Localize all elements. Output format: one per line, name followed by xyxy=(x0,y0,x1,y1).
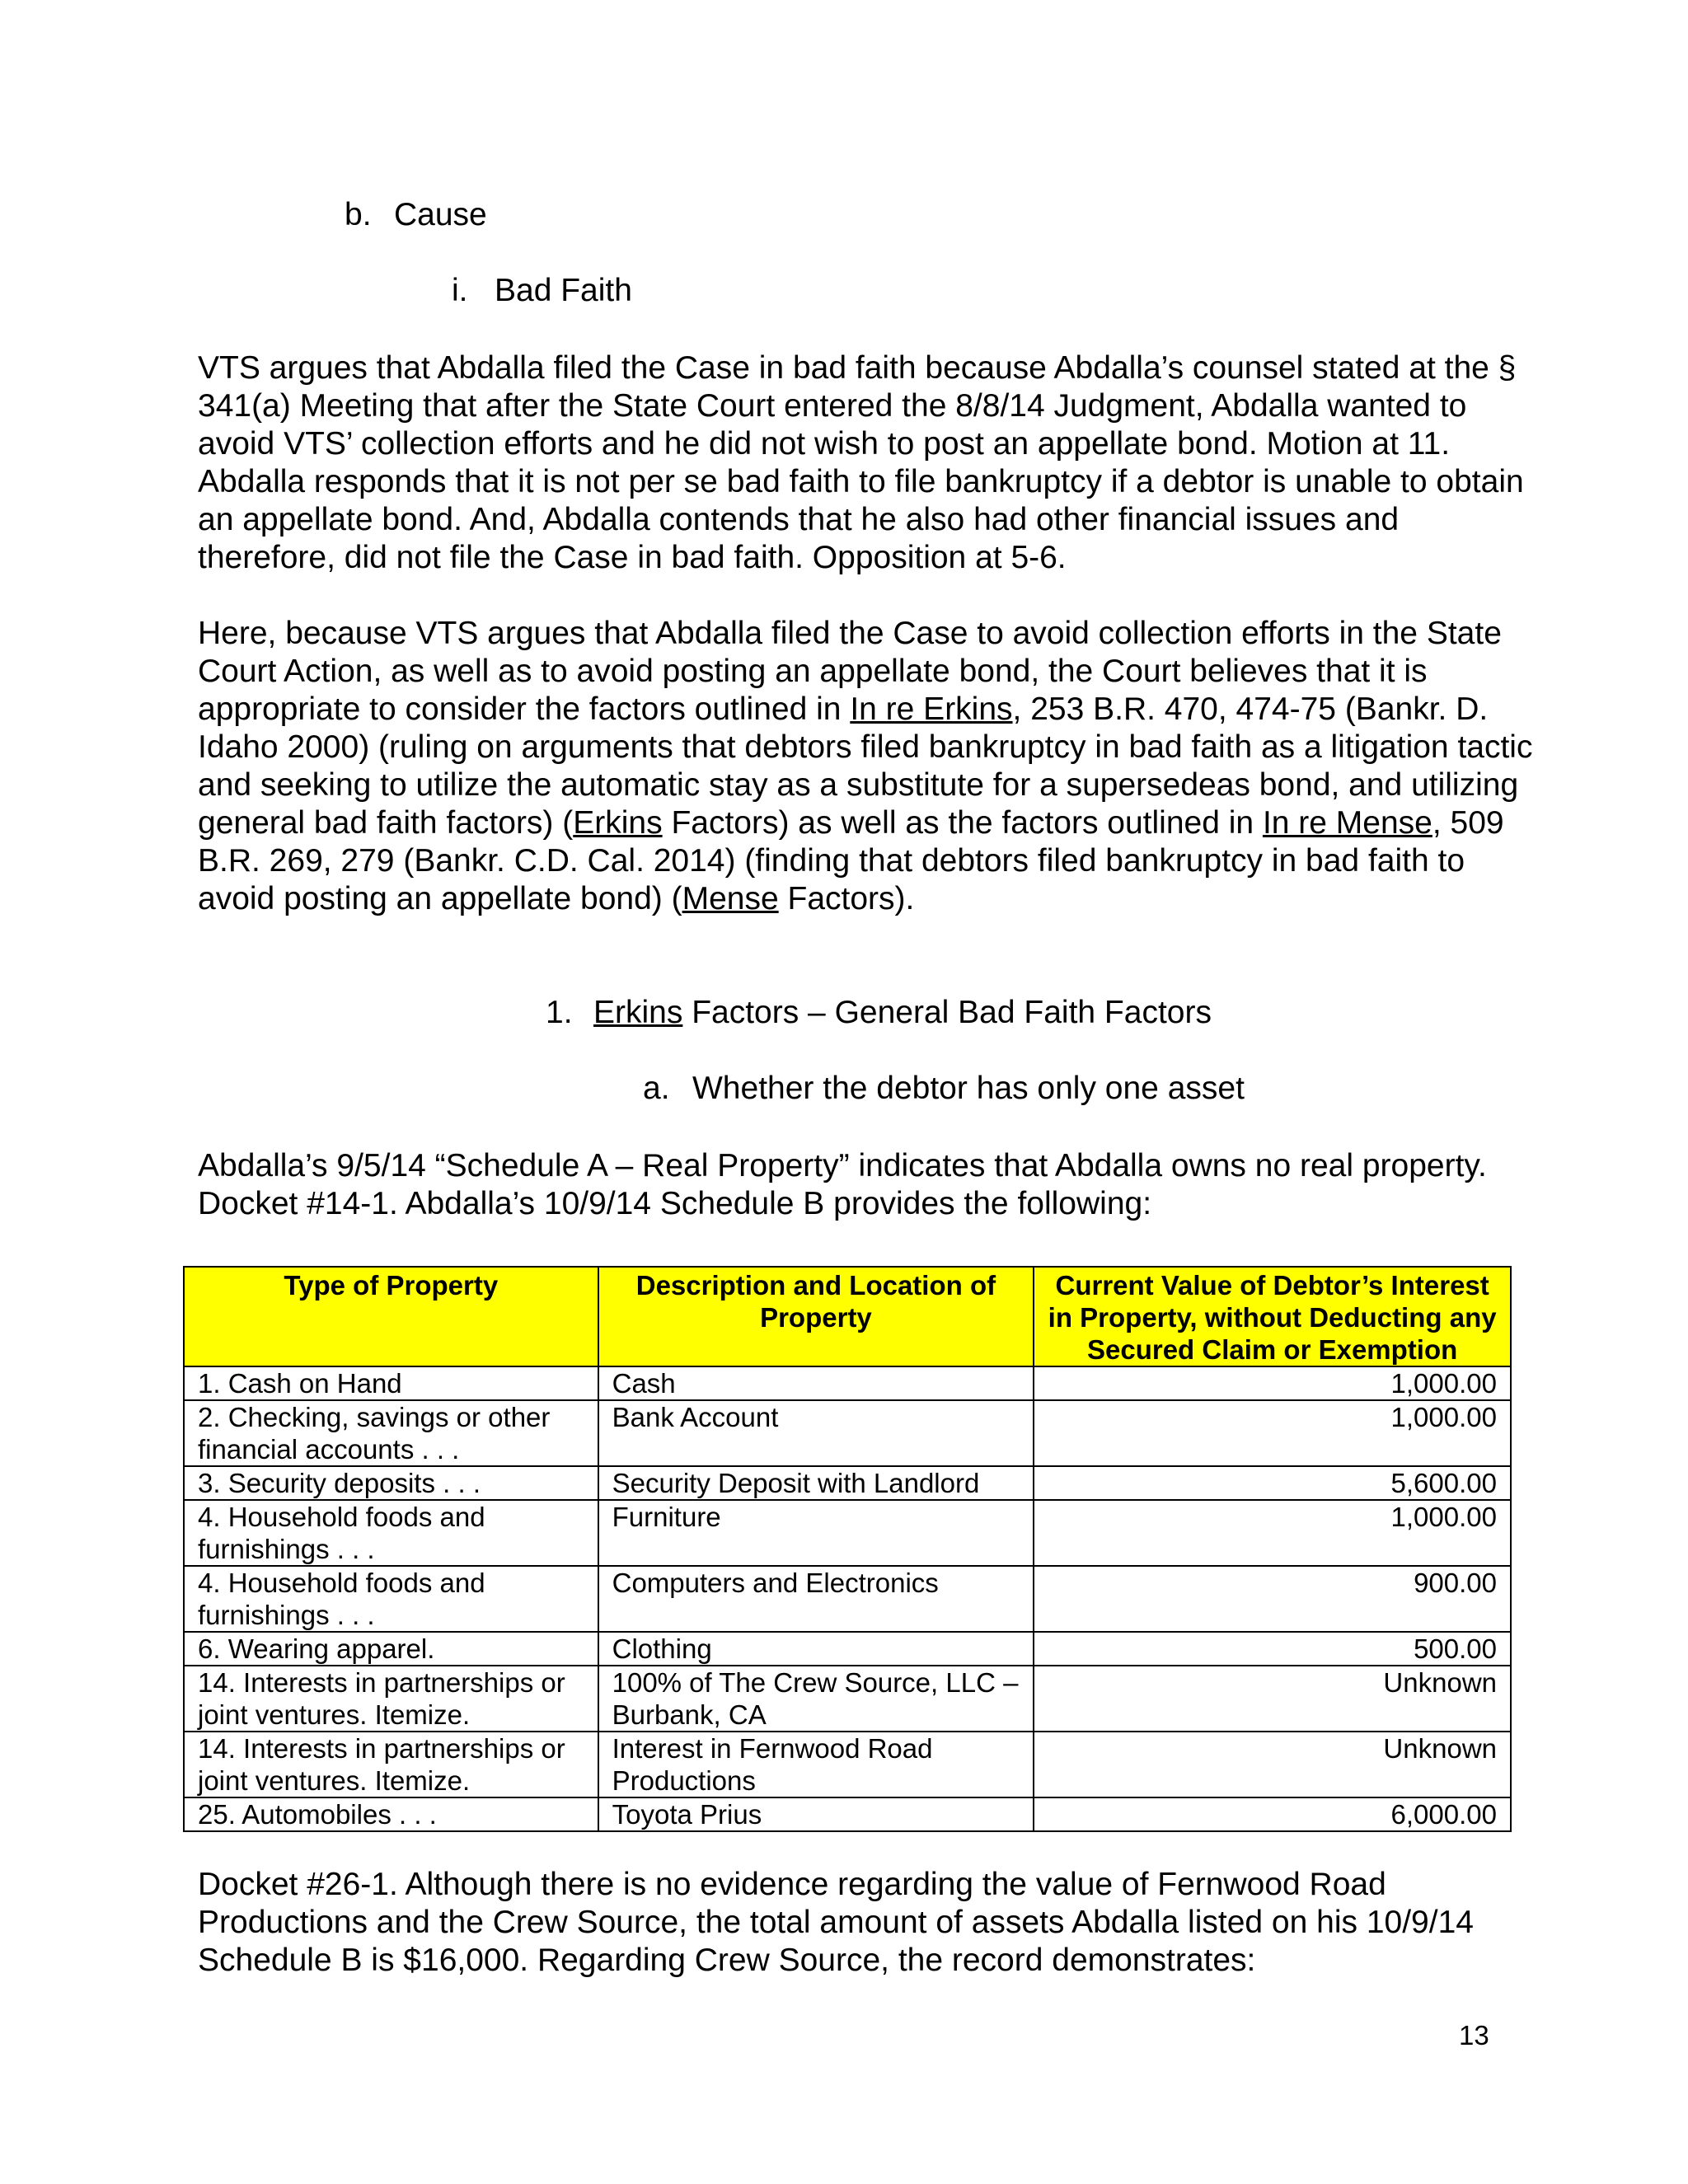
text-run: Factors) as well as the factors outlined in xyxy=(662,805,1263,841)
cell-description: Toyota Prius xyxy=(598,1797,1034,1831)
paragraph-factors-text xyxy=(198,615,1533,918)
case-citation-mense: In re Mense xyxy=(1262,805,1432,841)
cell-description: Security Deposit with Landlord xyxy=(598,1466,1034,1500)
cell-value: 900.00 xyxy=(1034,1566,1511,1632)
schedule-b-table xyxy=(183,1266,1512,1832)
paragraph-schedule-a-text: Abdalla’s 9/5/14 “Schedule A – Real Property” indicates that Abdalla owns no real property. Docket #14-1. Abdalla’s 10/9/14 Schedule B provides the following: xyxy=(198,1148,1487,1221)
table-row xyxy=(184,1632,1511,1666)
table-row xyxy=(184,1400,1511,1466)
heading-erkins-text: Factors – General Bad Faith Factors xyxy=(682,995,1212,1030)
cell-description: Bank Account xyxy=(598,1400,1034,1466)
case-citation-erkins: In re Erkins xyxy=(850,691,1013,727)
cell-description: Furniture xyxy=(598,1500,1034,1566)
cell-type: 14. Interests in partnerships or joint ventures. Itemize. xyxy=(184,1732,598,1797)
cell-value: 500.00 xyxy=(1034,1632,1511,1666)
case-name-mense: Mense xyxy=(682,881,779,916)
paragraph-docket-26 xyxy=(198,1866,1533,1980)
heading-cause-text: Cause xyxy=(394,197,487,232)
cell-value: 1,000.00 xyxy=(1034,1500,1511,1566)
heading-bad-faith xyxy=(452,272,632,310)
cell-value: Unknown xyxy=(1034,1732,1511,1797)
heading-bad-faith-text: Bad Faith xyxy=(495,273,632,308)
paragraph-vts-argument-text: VTS argues that Abdalla filed the Case in bad faith because Abdalla’s counsel stated at the § 341(a) Meeting that after the State Court entered the 8/8/14 Judgment, Abdalla wanted to avoid VTS’ collection efforts and he did not wish to post an appellate bond. Motion at 11. Abdalla responds that it is not per se bad faith to file bankruptcy if a debtor is unable to obtain an appellate bond. And, Abdalla contends that he also had other financial issues and therefore, did not file the Case in bad faith. Opposition at 5-6. xyxy=(198,350,1524,575)
heading-one-asset xyxy=(643,1070,1245,1108)
heading-erkins-case: Erkins xyxy=(593,995,683,1030)
table-row xyxy=(184,1797,1511,1831)
column-header-description: Description and Location of Property xyxy=(598,1267,1034,1366)
table-row xyxy=(184,1366,1511,1400)
cell-type: 4. Household foods and furnishings . . . xyxy=(184,1566,598,1632)
paragraph-factors xyxy=(198,615,1533,918)
heading-one-asset-text: Whether the debtor has only one asset xyxy=(692,1071,1245,1106)
text-run: , 253 B.R. 470, 474-75 (Bankr. D. Idaho 2000) (ruling on arguments that debtors filed bankruptcy in bad faith as a litigation tactic and seeking to utilize the automatic stay as a substitute for a supersedeas bond, and utilizing general bad faith factors) ( xyxy=(198,691,1533,841)
table-row xyxy=(184,1566,1511,1632)
text-run: Here, because VTS argues that Abdalla filed the Case to avoid collection efforts in the State Court Action, as well as to avoid posting an appellate bond, the Court believes that it is appropriate to consider the factors outlined in xyxy=(198,616,1502,727)
cell-type: 3. Security deposits . . . xyxy=(184,1466,598,1500)
paragraph-docket-26-text: Docket #26-1. Although there is no evidence regarding the value of Fernwood Road Productions and the Crew Source, the total amount of assets Abdalla listed on his 10/9/14 Schedule B is $16,000. Regarding Crew Source, the record demonstrates: xyxy=(198,1867,1474,1978)
column-header-type: Type of Property xyxy=(184,1267,598,1366)
cell-description: 100% of The Crew Source, LLC – Burbank, CA xyxy=(598,1666,1034,1732)
text-run: , 509 B.R. 269, 279 (Bankr. C.D. Cal. 2014) (finding that debtors filed bankruptcy in bad faith to avoid posting an appellate bond) ( xyxy=(198,805,1504,916)
table-row xyxy=(184,1466,1511,1500)
heading-erkins-factors xyxy=(546,994,1212,1032)
cell-type: 2. Checking, savings or other financial accounts . . . xyxy=(184,1400,598,1466)
table-header-row xyxy=(184,1267,1511,1366)
table-row xyxy=(184,1500,1511,1566)
column-header-value: Current Value of Debtor’s Interest in Property, without Deducting any Secured Claim or Exemption xyxy=(1034,1267,1511,1366)
cell-type: 25. Automobiles . . . xyxy=(184,1797,598,1831)
cell-type: 6. Wearing apparel. xyxy=(184,1632,598,1666)
cell-type: 14. Interests in partnerships or joint ventures. Itemize. xyxy=(184,1666,598,1732)
paragraph-vts-argument xyxy=(198,349,1533,577)
text-run: Factors). xyxy=(778,881,915,916)
cell-type: 4. Household foods and furnishings . . . xyxy=(184,1500,598,1566)
cell-description: Clothing xyxy=(598,1632,1034,1666)
cell-description: Interest in Fernwood Road Productions xyxy=(598,1732,1034,1797)
table-row xyxy=(184,1732,1511,1797)
heading-erkins-number: 1. xyxy=(546,995,573,1030)
page-number: 13 xyxy=(1459,2020,1489,2050)
cell-value: 1,000.00 xyxy=(1034,1366,1511,1400)
heading-cause xyxy=(345,196,487,234)
cell-description: Computers and Electronics xyxy=(598,1566,1034,1632)
cell-value: 6,000.00 xyxy=(1034,1797,1511,1831)
cell-value: Unknown xyxy=(1034,1666,1511,1732)
cell-value: 1,000.00 xyxy=(1034,1400,1511,1466)
heading-one-asset-number: a. xyxy=(643,1071,670,1106)
heading-bad-faith-number: i. xyxy=(452,273,468,308)
heading-cause-number: b. xyxy=(345,197,372,232)
cell-value: 5,600.00 xyxy=(1034,1466,1511,1500)
table-row xyxy=(184,1666,1511,1732)
case-name-erkins: Erkins xyxy=(573,805,663,841)
cell-type: 1. Cash on Hand xyxy=(184,1366,598,1400)
paragraph-schedule-a xyxy=(198,1147,1533,1223)
cell-description: Cash xyxy=(598,1366,1034,1400)
